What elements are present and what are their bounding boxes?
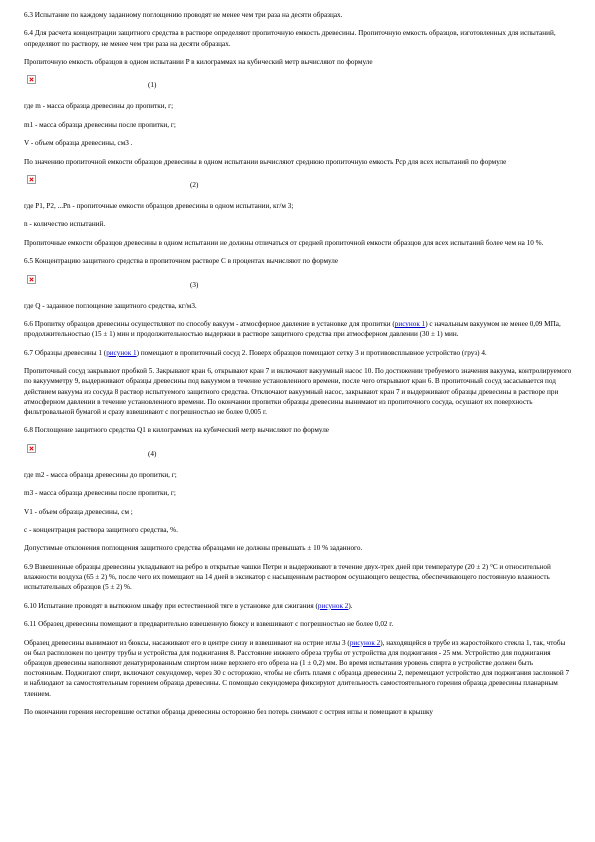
formula-3 xyxy=(24,275,574,291)
broken-image-icon xyxy=(27,275,36,284)
broken-image-icon xyxy=(27,444,36,453)
formula-1 xyxy=(24,75,574,91)
paragraph-residue-handling: По окончании горения несгоревшие остатки образца древесины осторожно без потерь снимают с острия иглы и помещают в крышку xyxy=(24,708,434,716)
definition-n: n - количество испытаний. xyxy=(24,220,106,229)
document-page xyxy=(24,10,574,725)
formula-number: (3) xyxy=(190,280,199,289)
paragraph-capacity-tolerance: Пропиточные емкости образцов древесины в одном испытании не должны отличаться от средней пропиточной емкости образцов для всех испытаний более чем на 10 %. xyxy=(24,238,544,247)
definition-m: где m - масса образца древесины до пропитки, г; xyxy=(24,102,174,111)
figure-2-link[interactable]: рисунок 2 xyxy=(349,638,381,647)
formula-number: (2) xyxy=(190,181,199,190)
figure-2-link[interactable]: рисунок 2 xyxy=(317,601,349,610)
paragraph-6-5: 6.5 Концентрацию защитного средства в пропиточном растворе C в процентах вычисляют по формуле xyxy=(24,257,339,266)
paragraph-6-6: 6.6 Пропитку образцов древесины осуществляют по способу вакуум - атмосферное давление в установке для пропитки (рисунок 1) с начальным вакуумом не менее 0,09 МПа, продолжительностью (15 ± 1) мин и продолжительностью выдержки в растворе защитного средства при атмосферном давлении (30 ± 1) мин. xyxy=(24,320,561,339)
definition-p1-pn: где P1, P2, ...Pn - пропиточные емкости образцов древесины в одном испытании, кг/м 3; xyxy=(24,202,294,211)
paragraph-capacity-formula-intro: Пропиточную емкость образцов в одном испытании P в килограммах на кубический метр вычисляют по формуле xyxy=(24,58,373,67)
paragraph-burning-procedure: Образец древесины вынимают из бюксы, насаживают его в центре снизу и взвешивают на острие иглы 3 (рисунок 2), находящейся в трубе из жаростойкого стекла 1, так, чтобы он был расположен по центру трубы и устройства для поджигания 8. Расстояние нижнего обреза трубы от устройства для поджигания - 25 мм. Устройство для поджигания образцов древесины наполняют денатурированным спиртом ниже верхнего его обреза на (1 ± 0,2) мм. Во время испытания уровень спирта в устройстве должен быть постоянным. Поджигают спирт, включают секундомер, через 30 с осторожно, чтобы не сбить пламя с образца древесины 2, перемещают устройство для поджигания заслонкой 7 и наблюдают за самостоятельным горением образца древесины. С помощью секундомера фиксируют длительность самостоятельного горения образца древесины планарным тлением. xyxy=(24,638,570,698)
broken-image-icon xyxy=(27,75,36,84)
formula-2 xyxy=(24,175,574,191)
figure-1-link[interactable]: рисунок 1 xyxy=(394,320,426,329)
definition-m3: m3 - масса образца древесины после пропитки, г; xyxy=(24,489,176,498)
paragraph-6-3: 6.3 Испытание по каждому заданному поглощению проводят не менее чем три раза на десяти образцах. xyxy=(24,11,343,19)
definition-v1: V1 - объем образца древесины, см ; xyxy=(24,507,133,516)
definition-v: V - объем образца древесины, см3 . xyxy=(24,139,133,148)
paragraph-6-7: 6.7 Образцы древесины 1 (рисунок 1) помещают в пропиточный сосуд 2. Поверх образцов помещают сетку 3 и противовсплывное устройство (груз) 4. xyxy=(24,348,487,357)
paragraph-impregnation-procedure: Пропиточный сосуд закрывают пробкой 5. Закрывают кран 6, открывают кран 7 и включают вакуумный насос 10. По достижении требуемого значения вакуума, контролируемого по вакуумметру 9, выдерживают образцы древесины под вакуумом в течение установленного времени, после чего открывают кран 6. В пропиточный сосуд засасывается под действием вакуума из сосуда 8 раствор испытуемого защитного средства. Отключают вакуумный насос, закрывают кран 7 и выдерживают образцы древесины в растворе при атмосферном давлении в течение установленного времени. По окончании пропитки образцы древесины вынимают из пропиточного сосуда, осушают их поверхность фильтровальной бумагой и сразу взвешивают с погрешностью не более 0,005 г. xyxy=(24,367,572,416)
paragraph-6-4: 6.4 Для расчета концентрации защитного средства в растворе определяют пропиточную емкость древесины. Пропиточную емкость образцов, изготовленных для испытаний, определяют по раствору, не менее чем три раза на десяти образцах. xyxy=(24,29,556,48)
paragraph-average-capacity: По значению пропиточной емкости образцов древесины в одном испытании вычисляют среднюю пропиточную емкость Рср для всех испытаний по формуле xyxy=(24,157,507,166)
definition-q: где Q - заданное поглощение защитного средства, кг/м3. xyxy=(24,301,197,310)
definition-m1: m1 - масса образца древесины после пропитки, г; xyxy=(24,120,176,129)
broken-image-icon xyxy=(27,175,36,184)
paragraph-6-11: 6.11 Образец древесины помещают в предварительно взвешенную бюксу и взвешивают с погрешностью не более 0,02 г. xyxy=(24,620,394,629)
definition-m2: где m2 - масса образца древесины до пропитки, г; xyxy=(24,470,177,479)
paragraph-6-10: 6.10 Испытание проводят в вытяжном шкафу при естественной тяге в установке для сжигания (рисунок 2). xyxy=(24,601,353,610)
figure-1-link[interactable]: рисунок 1 xyxy=(106,348,137,357)
formula-4 xyxy=(24,444,574,460)
paragraph-6-9: 6.9 Взвешенные образцы древесины укладывают на ребро в открытые чашки Петри и выдерживают в течение двух-трех дней при температуре (20 ± 2) °С и относительной влажности воздуха (65 ± 2) %, после чего их помещают на 14 дней в эксикатор с насыщенным раствором осушающего вещества, обеспечивающего постоянную влажность испытательных образцов (5 ± 2) %. xyxy=(24,562,551,592)
definition-c: c - концентрация раствора защитного средства, %. xyxy=(24,526,178,535)
formula-number: (1) xyxy=(148,81,157,90)
paragraph-absorption-tolerance: Допустимые отклонения поглощения защитного средства образцами не должны превышать ± 10 % заданного. xyxy=(24,544,363,553)
paragraph-6-8: 6.8 Поглощение защитного средства Q1 в килограммах на кубический метр вычисляют по формуле xyxy=(24,426,329,435)
formula-number: (4) xyxy=(148,449,157,458)
